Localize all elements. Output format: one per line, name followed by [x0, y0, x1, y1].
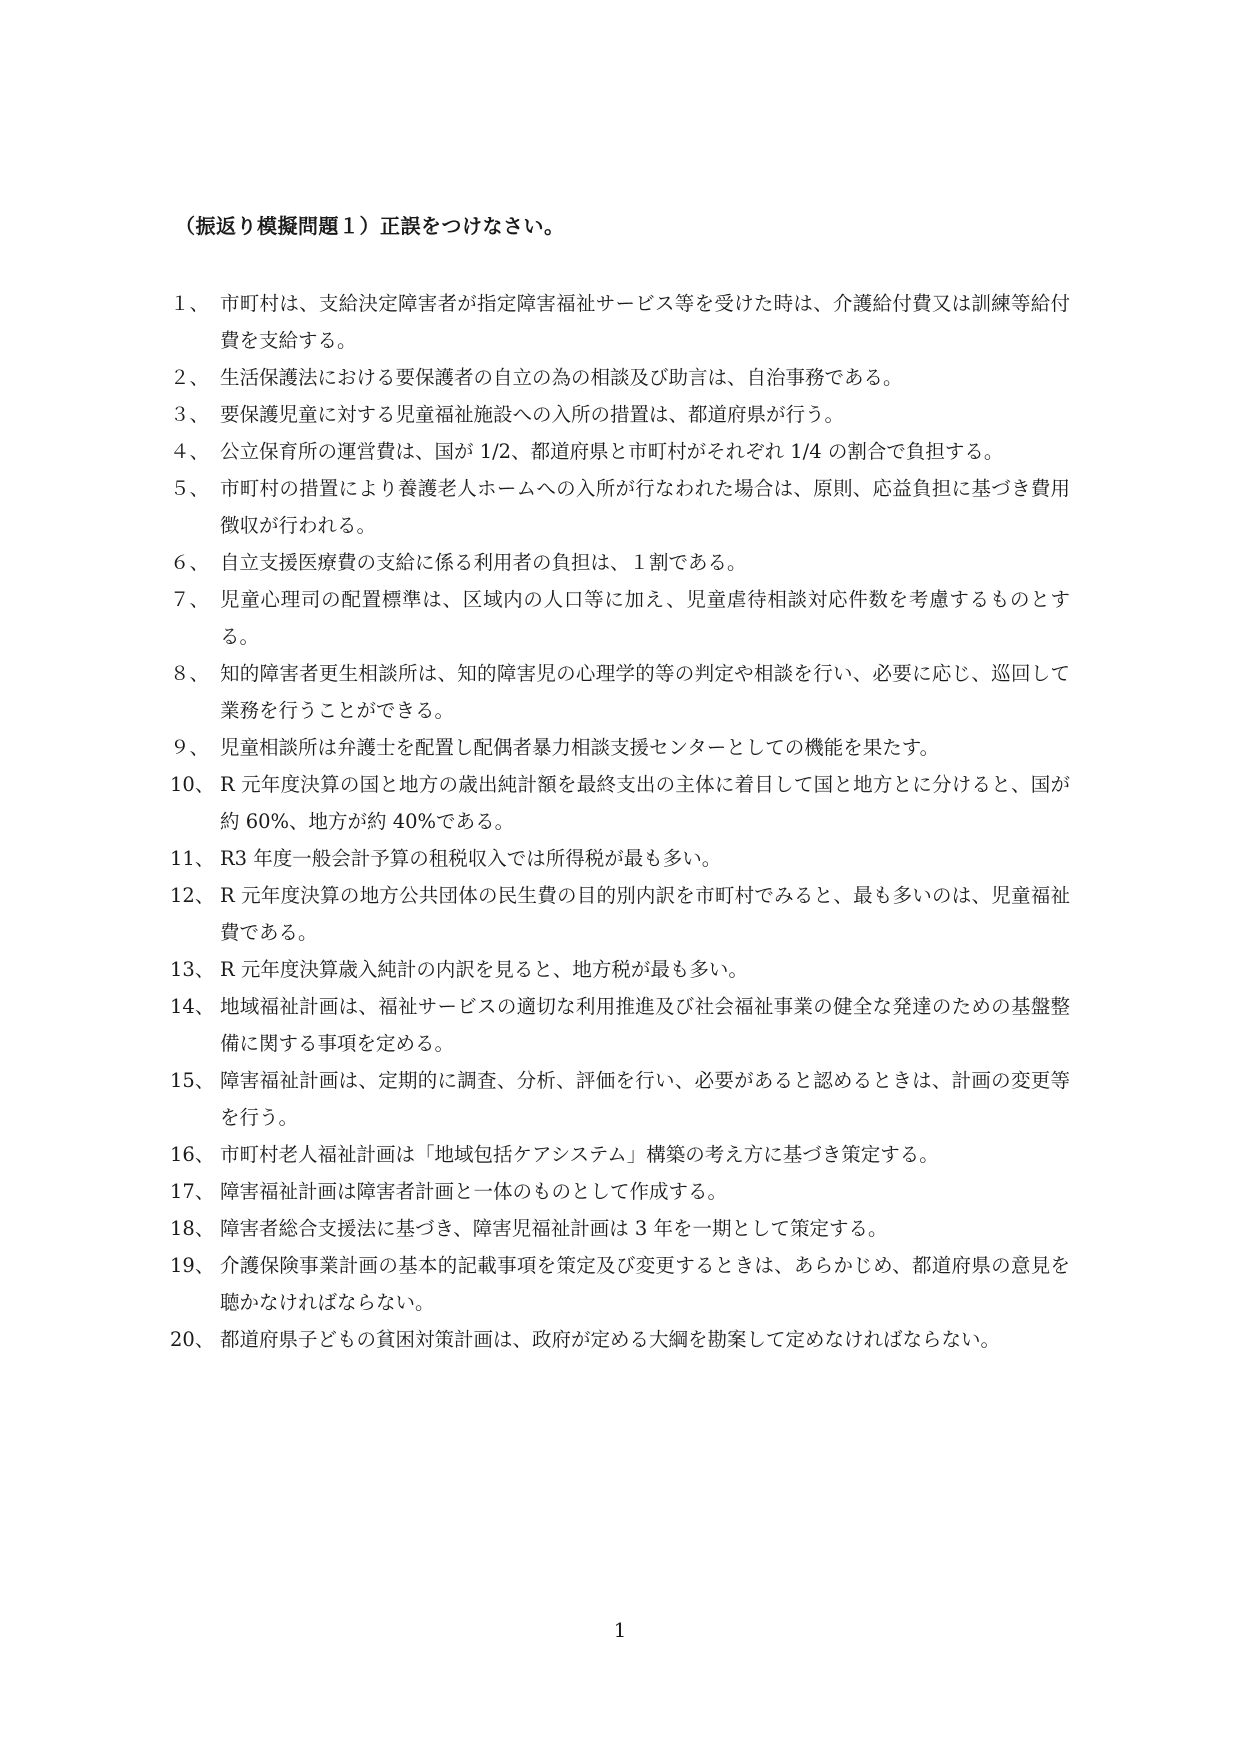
- question-item: [170, 433, 1070, 470]
- question-number: ２、: [170, 366, 210, 389]
- question-text: R 元年度決算の地方公共団体の民生費の目的別内訳を市町村でみると、最も多いのは、児童福祉費である。: [220, 884, 1070, 944]
- page-title: （振返り模擬問題１）正誤をつけなさい。: [175, 214, 565, 238]
- question-item: [170, 1210, 1070, 1247]
- question-item: [170, 396, 1070, 433]
- question-text: 介護保険事業計画の基本的記載事項を策定及び変更するときは、あらかじめ、都道府県の意見を聴かなければならない。: [220, 1254, 1070, 1314]
- question-text: R 元年度決算の国と地方の歳出純計額を最終支出の主体に着目して国と地方とに分けると、国が約 60%、地方が約 40%である。: [220, 773, 1070, 833]
- question-number: ６、: [170, 551, 210, 574]
- question-number: 11、: [170, 847, 215, 870]
- question-number: ９、: [170, 736, 210, 759]
- question-number: 15、: [170, 1069, 215, 1092]
- question-number: ５、: [170, 477, 210, 500]
- question-item: [170, 988, 1070, 1062]
- question-text: 地域福祉計画は、福祉サービスの適切な利用推進及び社会福祉事業の健全な発達のための基盤整備に関する事項を定める。: [220, 995, 1070, 1055]
- question-item: [170, 840, 1070, 877]
- question-text: 市町村は、支給決定障害者が指定障害福祉サービス等を受けた時は、介護給付費又は訓練等給付費を支給する。: [220, 292, 1070, 352]
- question-number: 13、: [170, 958, 215, 981]
- question-item: [170, 1247, 1070, 1321]
- question-item: [170, 655, 1070, 729]
- question-item: [170, 285, 1070, 359]
- question-text: 障害福祉計画は、定期的に調査、分析、評価を行い、必要があると認めるときは、計画の変更等を行う。: [220, 1069, 1070, 1129]
- question-text: 自立支援医療費の支給に係る利用者の負担は、１割である。: [220, 551, 747, 574]
- page-number: 1: [613, 1618, 627, 1642]
- question-text: 知的障害者更生相談所は、知的障害児の心理学的等の判定や相談を行い、必要に応じ、巡回して業務を行うことができる。: [220, 662, 1070, 722]
- question-number: 18、: [170, 1217, 215, 1240]
- question-text: R3 年度一般会計予算の租税収入では所得税が最も多い。: [220, 847, 722, 870]
- question-number: 14、: [170, 995, 215, 1018]
- question-number: 12、: [170, 884, 215, 907]
- question-text: 市町村老人福祉計画は「地域包括ケアシステム」構築の考え方に基づき策定する。: [220, 1143, 939, 1166]
- question-item: [170, 951, 1070, 988]
- question-item: [170, 470, 1070, 544]
- question-list: [170, 285, 1070, 1358]
- question-text: 都道府県子どもの貧困対策計画は、政府が定める大綱を勘案して定めなければならない。: [220, 1328, 1001, 1351]
- question-text: 障害者総合支援法に基づき、障害児福祉計画は 3 年を一期として策定する。: [220, 1217, 888, 1240]
- question-text: 要保護児童に対する児童福祉施設への入所の措置は、都道府県が行う。: [220, 403, 845, 426]
- question-number: １、: [170, 292, 210, 315]
- question-item: [170, 729, 1070, 766]
- question-item: [170, 544, 1070, 581]
- question-number: ７、: [170, 588, 210, 611]
- question-item: [170, 877, 1070, 951]
- question-item: [170, 1136, 1070, 1173]
- question-text: 障害福祉計画は障害者計画と一体のものとして作成する。: [220, 1180, 728, 1203]
- question-number: 16、: [170, 1143, 215, 1166]
- question-item: [170, 581, 1070, 655]
- question-text: 生活保護法における要保護者の自立の為の相談及び助言は、自治事務である。: [220, 366, 903, 389]
- question-item: [170, 1062, 1070, 1136]
- question-text: 児童相談所は弁護士を配置し配偶者暴力相談支援センターとしての機能を果たす。: [220, 736, 940, 759]
- question-text: R 元年度決算歳入純計の内訳を見ると、地方税が最も多い。: [220, 958, 748, 981]
- question-item: [170, 1173, 1070, 1210]
- question-number: ３、: [170, 403, 210, 426]
- question-text: 市町村の措置により養護老人ホームへの入所が行なわれた場合は、原則、応益負担に基づき費用徴収が行われる。: [220, 477, 1070, 537]
- question-number: 10、: [170, 773, 215, 796]
- question-text: 児童心理司の配置標準は、区域内の人口等に加え、児童虐待相談対応件数を考慮するものとする。: [220, 588, 1070, 648]
- question-text: 公立保育所の運営費は、国が 1/2、都道府県と市町村がそれぞれ 1/4 の割合で負担する。: [220, 440, 1004, 463]
- question-number: 20、: [170, 1328, 215, 1351]
- question-number: ８、: [170, 662, 210, 685]
- question-item: [170, 766, 1070, 840]
- question-item: [170, 1321, 1070, 1358]
- question-item: [170, 359, 1070, 396]
- question-number: 19、: [170, 1254, 215, 1277]
- question-number: ４、: [170, 440, 210, 463]
- question-number: 17、: [170, 1180, 215, 1203]
